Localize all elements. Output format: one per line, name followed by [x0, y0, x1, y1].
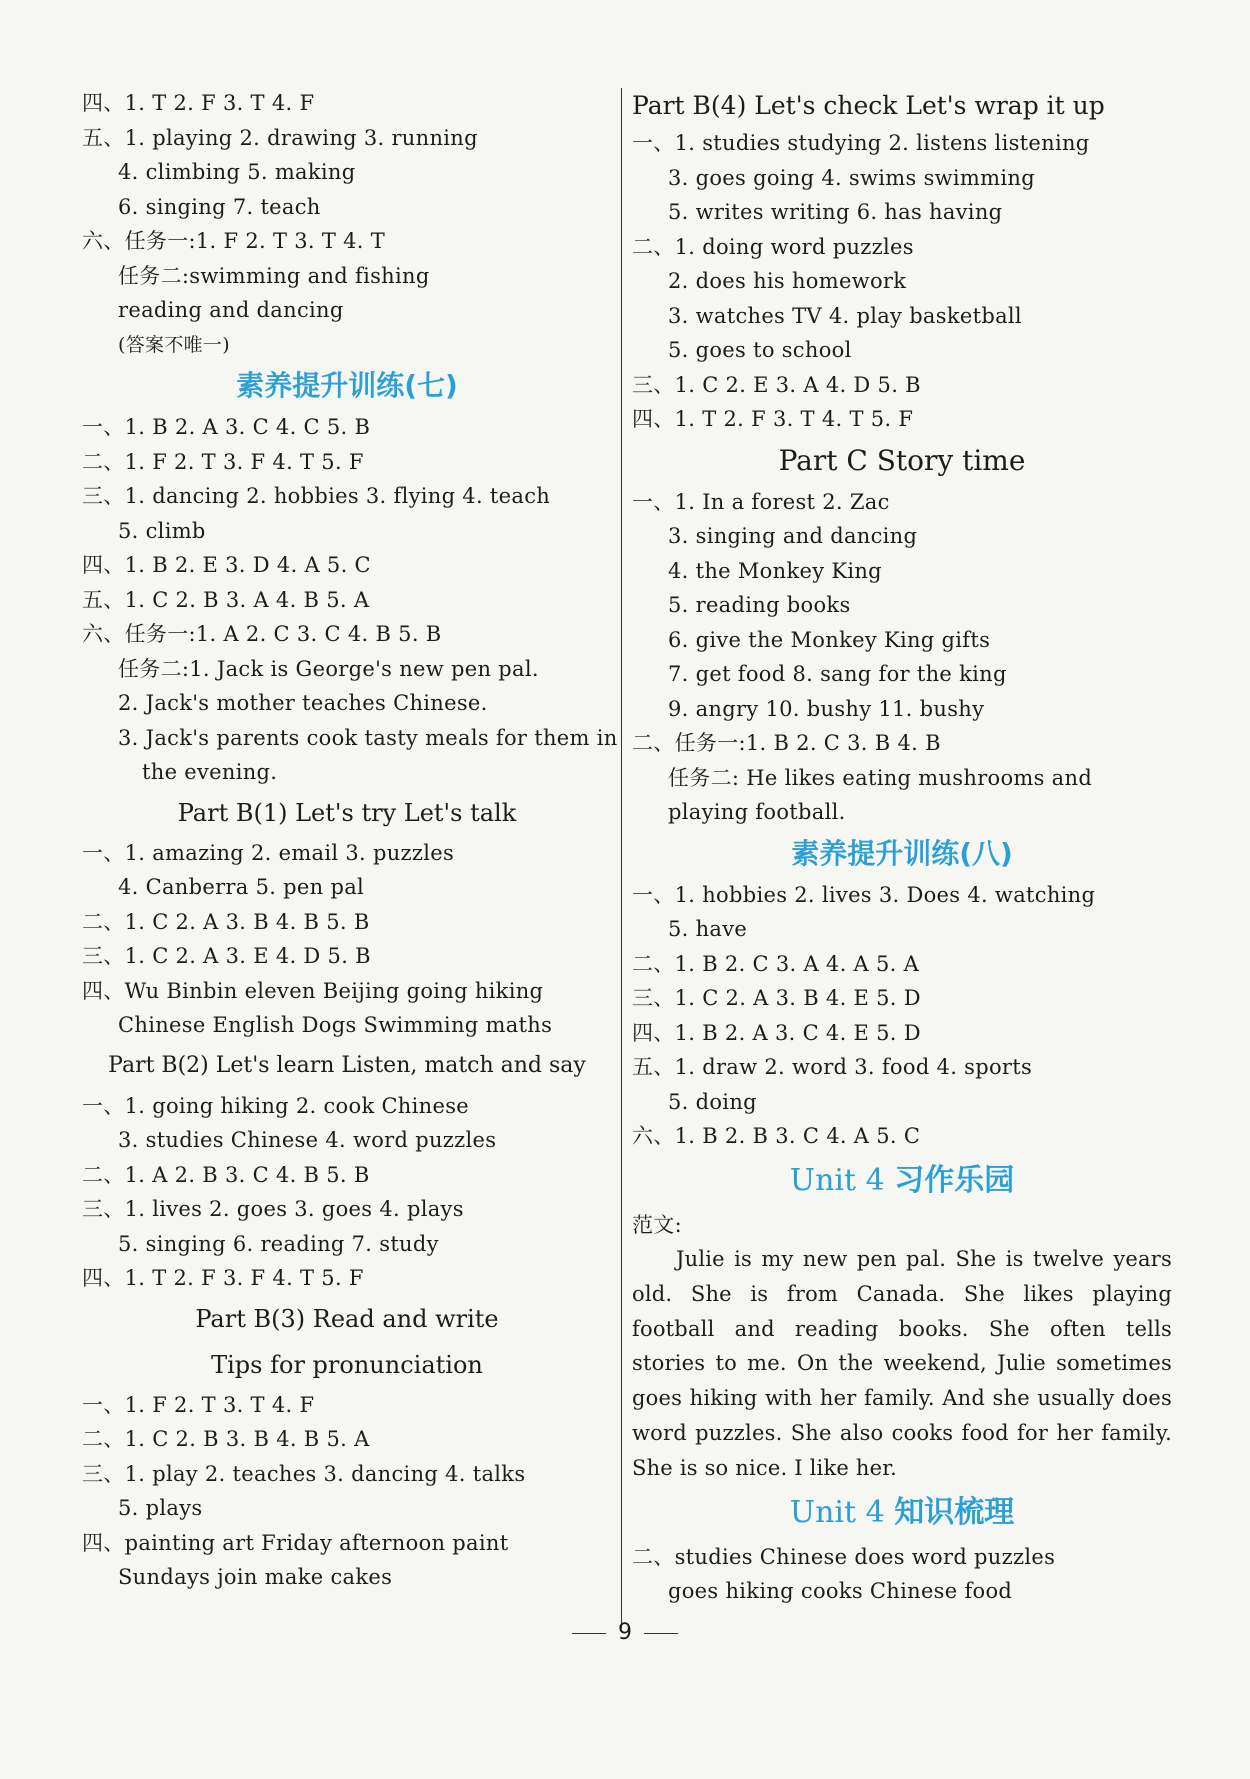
dash-left	[572, 1633, 606, 1634]
answer-line: 任务二:swimming and fishing	[118, 263, 430, 288]
answer-line: Chinese English Dogs Swimming maths	[118, 1013, 553, 1037]
dash-right	[644, 1633, 678, 1634]
unit-heading-cn: 习作乐园	[894, 1162, 1015, 1198]
answer-line: 六、1. B 2. B 3. C 4. A 5. C	[632, 1124, 921, 1148]
answer-line: 三、1. C 2. A 3. B 4. E 5. D	[632, 986, 921, 1010]
answer-line: 二、1. doing word puzzles	[632, 234, 914, 259]
answer-line: 5. plays	[118, 1496, 203, 1520]
answer-line: 4. the Monkey King	[668, 558, 882, 583]
answer-line: 一、1. B 2. A 3. C 4. C 5. B	[82, 415, 371, 439]
answer-line: 一、1. hobbies 2. lives 3. Does 4. watching	[632, 882, 1096, 907]
answer-line: 四、1. B 2. E 3. D 4. A 5. C	[82, 553, 371, 577]
column-divider	[621, 88, 622, 1628]
unit-heading	[632, 1156, 1172, 1206]
answer-line: 三、1. C 2. E 3. A 4. D 5. B	[632, 372, 921, 397]
section-subheading: Tips for pronunciation	[211, 1350, 483, 1379]
answer-line: 一、1. In a forest 2. Zac	[632, 489, 890, 514]
answer-line: 5. reading books	[668, 593, 851, 617]
answer-line: 3. studies Chinese 4. word puzzles	[118, 1128, 497, 1152]
answer-line: 2. Jack's mother teaches Chinese.	[118, 691, 488, 715]
answer-note: (答案不唯一)	[118, 333, 230, 356]
section-heading: 素养提升训练(七)	[236, 369, 458, 402]
answer-line: 5. writes writing 6. has having	[668, 200, 1003, 224]
page-number	[0, 1620, 1250, 1645]
answer-line: 任务二: He likes eating mushrooms and	[668, 765, 1093, 790]
answer-line: 6. singing 7. teach	[118, 194, 321, 219]
answer-line: 三、1. dancing 2. hobbies 3. flying 4. teach	[82, 484, 551, 508]
answer-line: 四、Wu Binbin eleven Beijing going hiking	[82, 978, 544, 1003]
answer-line: 一、1. going hiking 2. cook Chinese	[82, 1093, 470, 1118]
unit-heading-en: Unit 4	[789, 1162, 895, 1198]
answer-line: 五、1. playing 2. drawing 3. running	[82, 125, 478, 150]
answer-line: playing football.	[668, 800, 846, 824]
answer-line: 5. doing	[668, 1089, 757, 1114]
section-heading: 素养提升训练(八)	[791, 836, 1013, 870]
answer-line: 三、1. play 2. teaches 3. dancing 4. talks	[82, 1461, 526, 1486]
answer-line: 5. singing 6. reading 7. study	[118, 1231, 439, 1256]
answer-line: 一、1. studies studying 2. listens listening	[632, 131, 1090, 155]
answer-line: 5. climb	[118, 518, 206, 543]
page-number-value: 9	[618, 1620, 632, 1645]
answer-line: reading and dancing	[118, 298, 344, 322]
answer-line: 二、1. F 2. T 3. F 4. T 5. F	[82, 449, 364, 474]
answer-line: 二、1. B 2. C 3. A 4. A 5. A	[632, 951, 920, 976]
answer-line: 二、1. A 2. B 3. C 4. B 5. B	[82, 1162, 370, 1187]
answer-line: 5. goes to school	[668, 338, 852, 362]
answer-line: 一、1. F 2. T 3. T 4. F	[82, 1392, 315, 1417]
answer-line: goes hiking cooks Chinese food	[668, 1579, 1013, 1604]
answer-line: 任务二:1. Jack is George's new pen pal.	[118, 656, 539, 681]
answer-line: 四、1. B 2. A 3. C 4. E 5. D	[632, 1020, 921, 1045]
answer-line: 一、1. amazing 2. email 3. puzzles	[82, 840, 455, 865]
answer-line: 4. Canberra 5. pen pal	[118, 875, 365, 899]
answer-line: 三、1. C 2. A 3. E 4. D 5. B	[82, 944, 371, 968]
answer-line: 四、1. T 2. F 3. T 4. F	[82, 91, 315, 115]
answer-line: Sundays join make cakes	[118, 1565, 393, 1589]
essay-text: Julie is my new pen pal. She is twelve years old. She is from Canada. She likes playing football and reading books. She often tells stories to me. On the weekend, Julie sometimes goes hiking with her family. And she usually does word puzzles. She also cooks food for her family. She is so nice. I like her.	[632, 1247, 1172, 1480]
section-heading: Part B(4) Let's check Let's wrap it up	[632, 91, 1105, 120]
answer-line: 6. give the Monkey King gifts	[668, 627, 991, 652]
answer-line: 4. climbing 5. making	[118, 160, 356, 184]
answer-line: 二、1. C 2. B 3. B 4. B 5. A	[82, 1427, 370, 1451]
answer-line: the evening.	[142, 760, 278, 784]
section-heading: Part B(2) Let's learn Listen, match and say	[108, 1052, 586, 1078]
answer-line: 7. get food 8. sang for the king	[668, 662, 1007, 686]
model-essay	[632, 1242, 1172, 1486]
answer-line: 二、任务一:1. B 2. C 3. B 4. B	[632, 731, 941, 755]
section-heading: Part B(1) Let's try Let's talk	[177, 798, 517, 827]
unit-heading	[632, 1488, 1172, 1538]
answer-line: 五、1. draw 2. word 3. food 4. sports	[632, 1055, 1033, 1079]
answer-line: 六、任务一:1. F 2. T 3. T 4. T	[82, 229, 386, 253]
answer-line: 9. angry 10. bushy 11. bushy	[668, 696, 985, 721]
answer-line: 2. does his homework	[668, 269, 907, 293]
right-column	[632, 86, 1172, 1609]
answer-line: 四、1. T 2. F 3. F 4. T 5. F	[82, 1266, 364, 1290]
section-heading: Part C Story time	[778, 443, 1026, 477]
answer-line: 3. singing and dancing	[668, 524, 918, 548]
answer-line: 二、studies Chinese does word puzzles	[632, 1544, 1056, 1569]
answer-line: 六、任务一:1. A 2. C 3. C 4. B 5. B	[82, 622, 442, 646]
section-heading: Part B(3) Read and write	[195, 1304, 499, 1333]
answer-line: 二、1. C 2. A 3. B 4. B 5. B	[82, 909, 370, 934]
answer-line: 5. have	[668, 917, 748, 941]
answer-line: 五、1. C 2. B 3. A 4. B 5. A	[82, 587, 370, 612]
answer-line: 三、1. lives 2. goes 3. goes 4. plays	[82, 1197, 464, 1221]
answer-line: 3. goes going 4. swims swimming	[668, 165, 1035, 190]
essay-label: 范文:	[632, 1212, 682, 1237]
unit-heading-en: Unit 4	[789, 1494, 895, 1530]
answer-line: 3. Jack's parents cook tasty meals for them in	[118, 725, 618, 750]
answer-line: 四、painting art Friday afternoon paint	[82, 1530, 509, 1555]
answer-line: 3. watches TV 4. play basketball	[668, 303, 1022, 328]
left-column	[82, 86, 618, 1595]
answer-line: 四、1. T 2. F 3. T 4. T 5. F	[632, 407, 914, 431]
unit-heading-cn: 知识梳理	[894, 1494, 1015, 1530]
